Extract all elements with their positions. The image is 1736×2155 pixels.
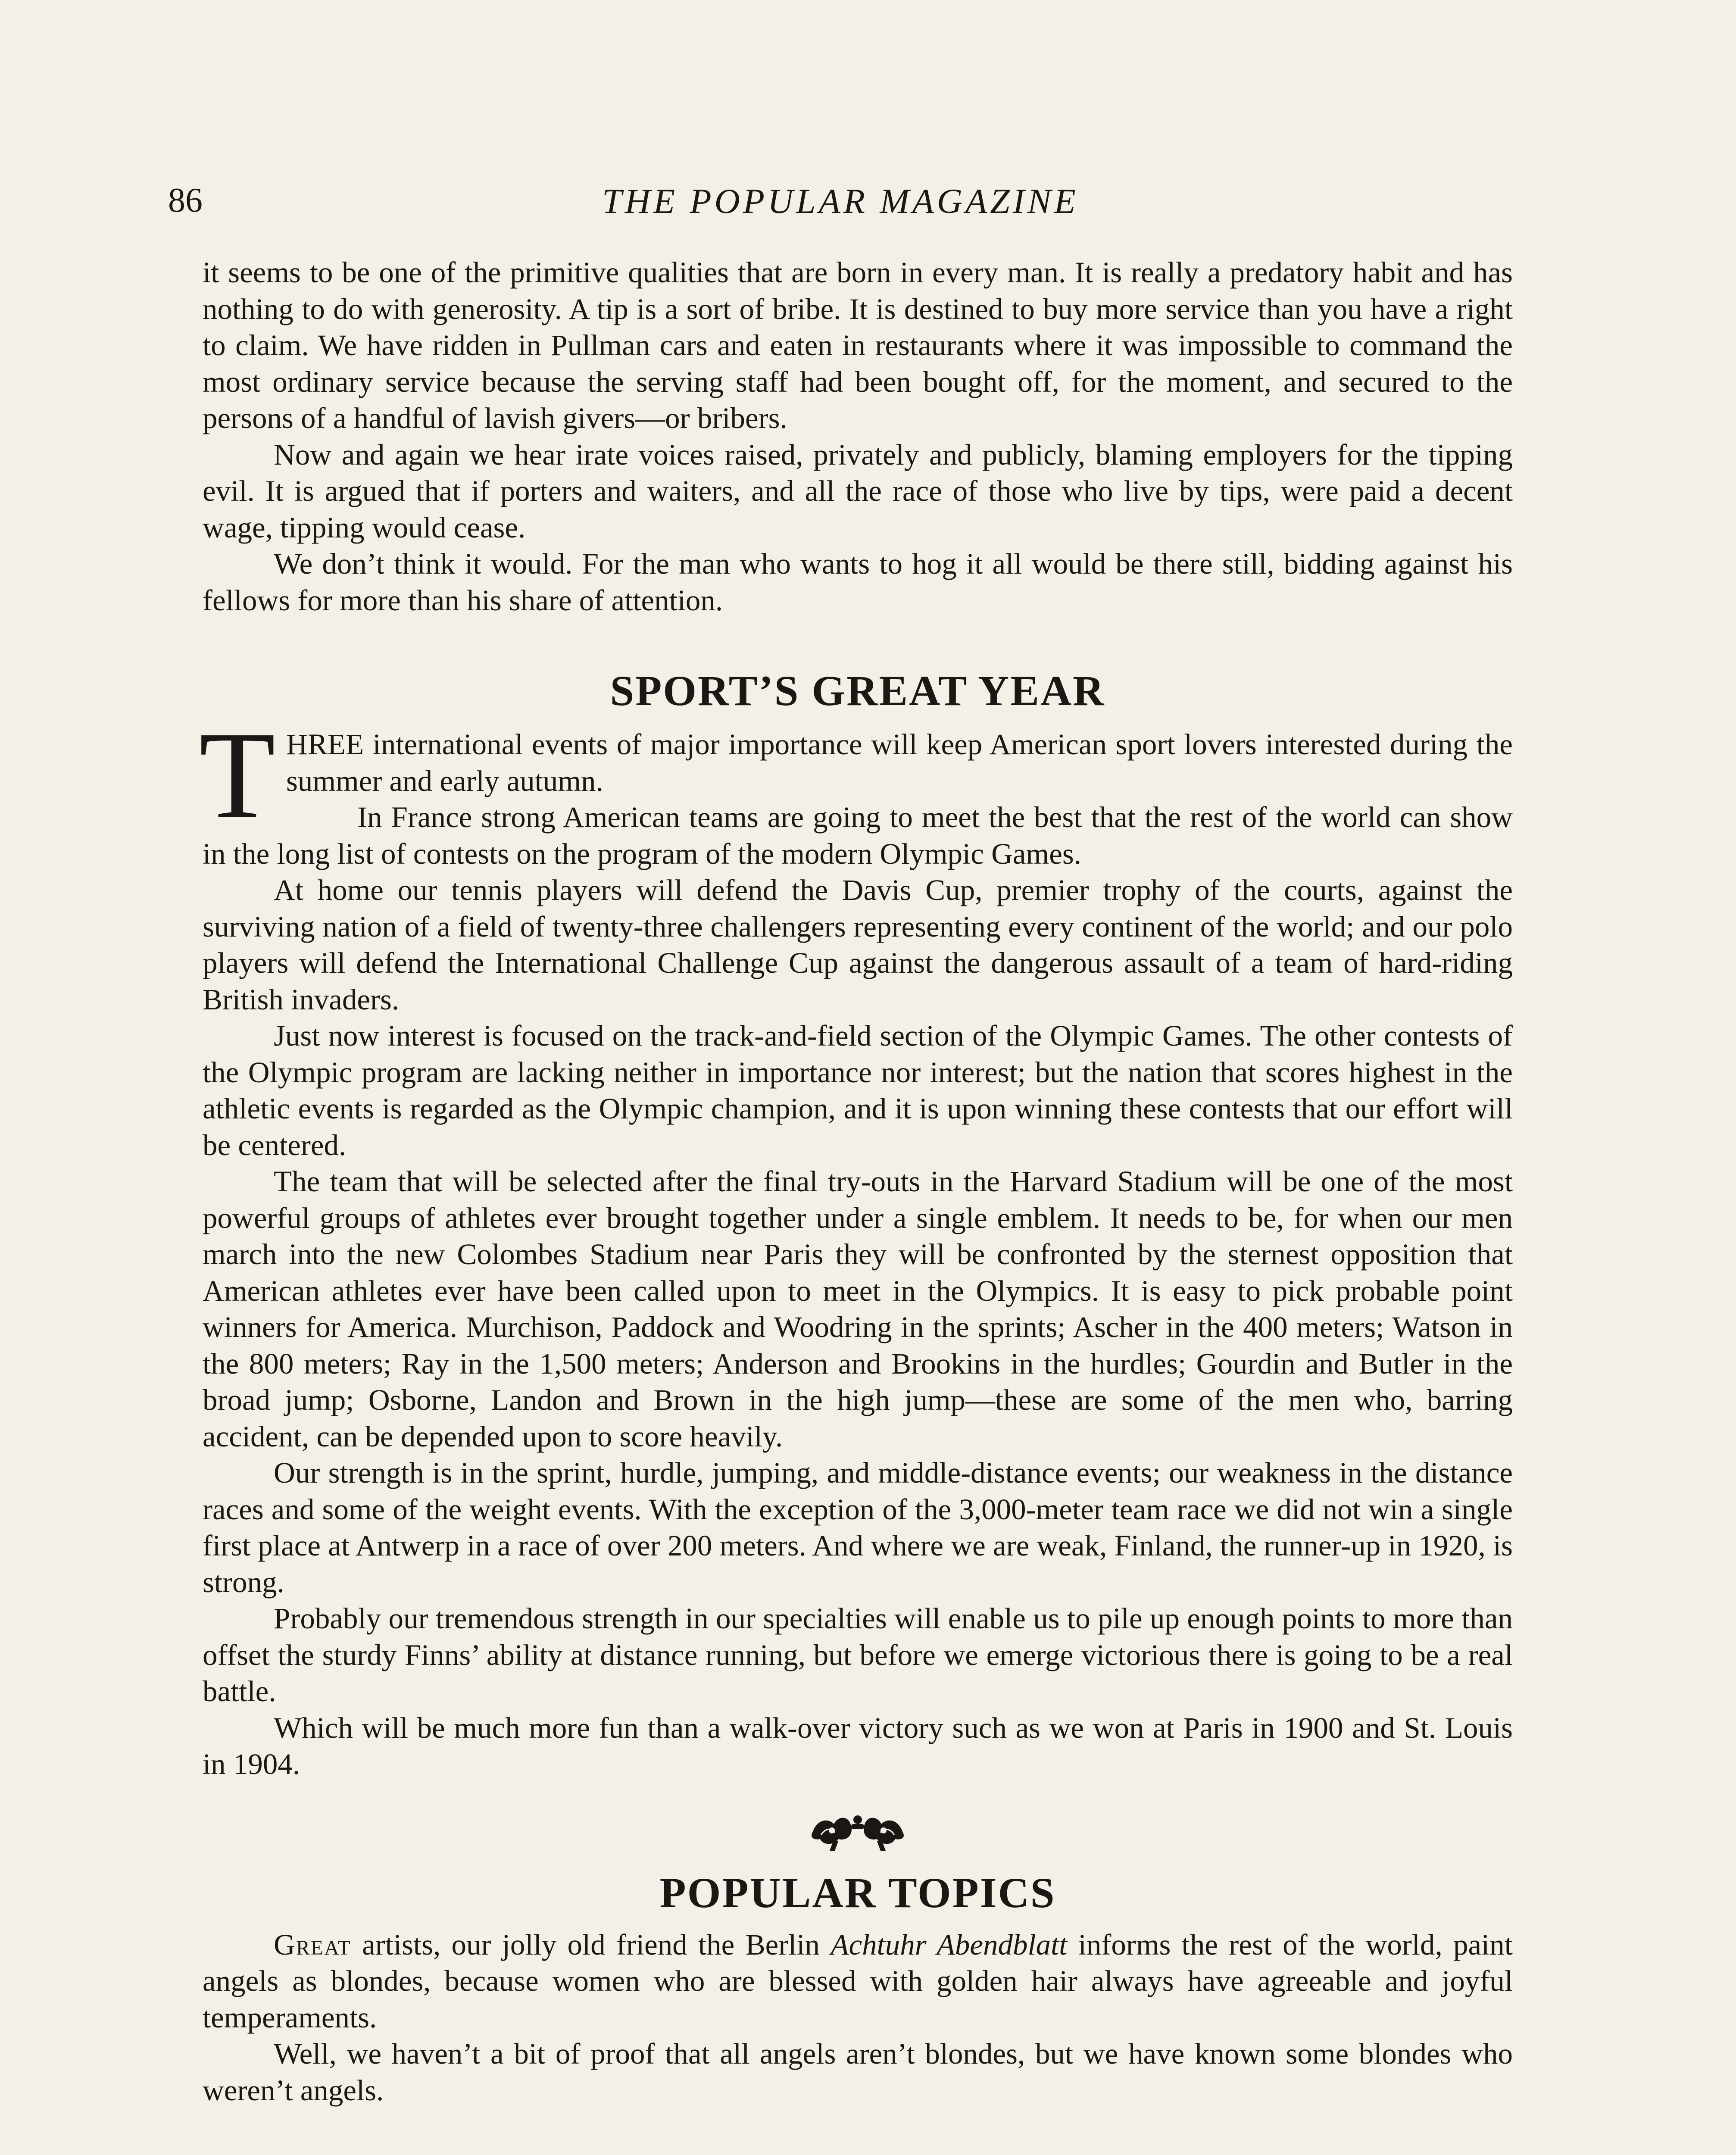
paragraph: Now and again we hear irate voices raised, privately and publicly, blaming employers for the tipping evil. It is argued that if porters and waiters, and all the race of those who live by tips, were paid a decent wage, tipping would cease. bbox=[203, 438, 1513, 544]
paragraph: Our strength is in the sprint, hurdle, jumping, and middle-distance events; our weakness in the distance races and some of the weight events. With the exception of the 3,000-meter team race we did not win a single first place at Antwerp in a race of over 200 meters. And where we are weak, Finland, the runner-up in 1920, is strong. bbox=[203, 1456, 1513, 1599]
lead-word: Great bbox=[274, 1928, 351, 1961]
paragraph: Probably our tremendous strength in our specialties will enable us to pile up enough points to more than offset the sturdy Finns’ ability at distance running, but before we emerge victorious there is going to be a real battle. bbox=[203, 1602, 1513, 1708]
newspaper-name: Achtuhr Abendblatt bbox=[831, 1928, 1068, 1961]
drop-cap: T bbox=[199, 706, 276, 844]
sport-lead bbox=[199, 706, 1513, 872]
paragraph: HREE international events of major importance will keep American sport lovers interested during the summer and early autumn. bbox=[286, 728, 1513, 797]
section-title-sports: SPORT’S GREAT YEAR bbox=[610, 667, 1105, 715]
paragraph: At home our tennis players will defend the Davis Cup, premier trophy of the courts, against the surviving nation of a field of twenty-three challengers representing every continent of the world; and our polo players will defend the International Challenge Cup against the dangerous assault of a team of hard-riding British invaders. bbox=[203, 874, 1513, 1016]
paragraph: Just now interest is focused on the track-and-field section of the Olympic Games. The other contests of the Olympic program are lacking neither in importance nor interest; but the nation that scores highest in the athletic events is regarded as the Olympic champion, and it is upon winning these contests that our effort will be centered. bbox=[203, 1019, 1513, 1162]
paragraph: In France strong American teams are going to meet the best that the rest of the world can show in the long list of contests on the program of the modern Olympic Games. bbox=[203, 801, 1513, 870]
text-run: artists, our jolly old friend the Berlin bbox=[351, 1928, 831, 1961]
section-title-topics: POPULAR TOPICS bbox=[659, 1868, 1056, 1917]
page-header bbox=[168, 172, 1513, 233]
paragraph: Well, we haven’t a bit of proof that all angels aren’t blondes, but we have known some blondes who weren’t angels. bbox=[203, 2037, 1513, 2107]
paragraph: We don’t think it would. For the man who wants to hog it all would be there still, bidding against his fellows for more than his share of attention. bbox=[203, 547, 1513, 617]
floral-ornament-icon bbox=[808, 1802, 907, 1854]
paragraph: Which will be much more fun than a walk-over victory such as we won at Paris in 1900 and St. Louis in 1904. bbox=[203, 1711, 1513, 1780]
paragraph: The team that will be selected after the final try-outs in the Harvard Stadium will be one of the most powerful groups of athletes ever brought together under a single emblem. It needs to be, for when our men march into the new Colombes Stadium near Paris they will be confronted by the sternest opposition that American athletes ever have been called upon to meet in the Olympics. It is easy to pick probable point winners for America. Murchison, Paddock and Woodring in the sprints; Ascher in the 400 meters; Watson in the 800 meters; Ray in the 1,500 meters; Anderson and Brookins in the hurdles; Gourdin and Butler in the broad jump; Osborne, Landon and Brown in the high jump—these are some of the men who, barring accident, can be depended upon to score heavily. bbox=[203, 1165, 1513, 1453]
page-number: 86 bbox=[168, 181, 203, 219]
paragraph: it seems to be one of the primitive qualities that are born in every man. It is really a predatory habit and has nothing to do with generosity. A tip is a sort of bribe. It is destined to buy more service than you have a right to claim. We have ridden in Pullman cars and eaten in restaurants where it was impossible to command the most ordinary service because the serving staff had been bought off, for the moment, and secured to the persons of a handful of lavish givers—or bribers. bbox=[203, 256, 1513, 434]
article-body bbox=[199, 254, 1513, 2108]
paragraph bbox=[203, 1927, 1513, 2036]
running-head: THE POPULAR MAGAZINE bbox=[602, 181, 1079, 221]
text-run: informs the rest of the world, paint angels as blondes, because women who are blessed with golden hair always have agreeable and joyful temperaments. bbox=[203, 1928, 1513, 2034]
